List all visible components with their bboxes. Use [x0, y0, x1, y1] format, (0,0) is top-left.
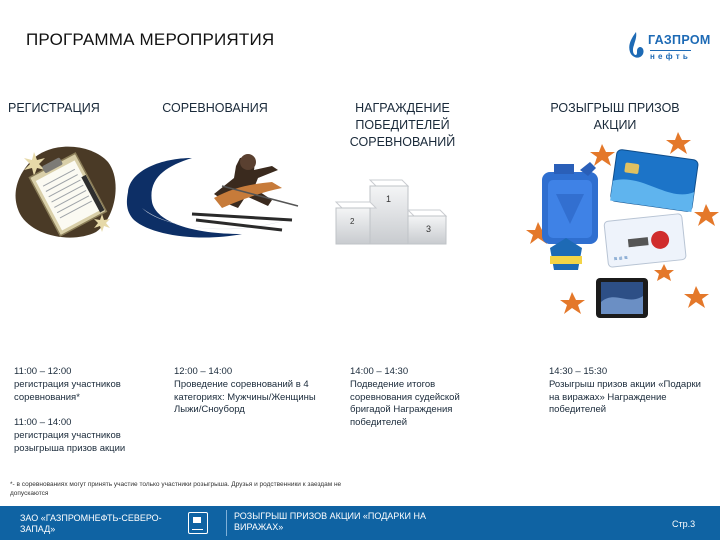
svg-text:≡ ≡ ≡: ≡ ≡ ≡ [613, 255, 629, 263]
heading-competitions: СОРЕВНОВАНИЯ [162, 101, 268, 115]
gift-card-icon [604, 214, 686, 268]
skier-illustration [122, 148, 302, 242]
footer-company: ЗАО «ГАЗПРОМНЕФТЬ-СЕВЕРО-ЗАПАД» [20, 513, 162, 534]
schedule-prize-draw [549, 366, 709, 417]
gazpromneft-logo [626, 30, 712, 66]
logo-subname: нефть [650, 52, 692, 61]
heading-registration: РЕГИСТРАЦИЯ [8, 101, 100, 115]
heading-awards: НАГРАЖДЕНИЕ ПОБЕДИТЕЛЕЙ СОРЕВНОВАНИЙ [349, 101, 456, 149]
schedule-text: Розыгрыш призов акции «Подарки на виражах» Награждение победителей [549, 378, 701, 416]
star-icon [684, 286, 709, 308]
star-icon [666, 132, 691, 154]
star-icon [590, 144, 615, 166]
tablet-icon [596, 278, 648, 318]
schedule-competitions [174, 366, 319, 417]
heading-prize-draw: РОЗЫГРЫШ ПРИЗОВ АКЦИИ [550, 101, 680, 132]
schedule-text: Проведение соревнований в 4 категориях: Мужчины/Женщины Лыжи/Сноуборд [174, 378, 316, 416]
fuel-pump-icon [188, 512, 208, 534]
footer-bar [0, 506, 720, 540]
footnote: *- в соревнованиях могут принять участие только участники розыгрыша. Друзья и родственники к заездам не допускаются [10, 481, 342, 497]
podium-place-1: 1 [386, 194, 392, 204]
schedule-text: Подведение итогов соревнования судейской бригадой Награждения победителей [350, 378, 460, 429]
schedule-awards [350, 366, 500, 430]
bank-card-icon [610, 149, 698, 212]
page-number: Стр.3 [672, 519, 696, 529]
footer-divider [226, 510, 227, 536]
schedule-time: 11:00 – 14:00 [14, 417, 72, 429]
schedule-text: регистрация участников соревнования* [14, 378, 121, 403]
prizes-illustration [520, 130, 720, 320]
podium-illustration [330, 158, 450, 248]
schedule-time: 12:00 – 14:00 [174, 366, 233, 377]
star-icon [654, 264, 674, 281]
podium-place-2: 2 [350, 217, 355, 226]
schedule-time: 14:30 – 15:30 [549, 366, 608, 377]
star-icon [694, 204, 719, 226]
star-icon [560, 292, 585, 314]
footer-promo: РОЗЫГРЫШ ПРИЗОВ АКЦИИ «ПОДАРКИ НА ВИРАЖАХ» [234, 511, 427, 532]
schedule-registration [14, 366, 154, 456]
schedule-time: 11:00 – 12:00 [14, 366, 72, 377]
podium-place-3: 3 [426, 224, 432, 234]
flame-icon [626, 30, 646, 62]
schedule-text: регистрация участников розыгрыша призов акции [14, 430, 126, 454]
logo-name: ГАЗПРОМ [648, 33, 711, 47]
page-title: ПРОГРАММА МЕРОПРИЯТИЯ [26, 30, 275, 49]
canister-icon [542, 162, 598, 244]
schedule-time: 14:00 – 14:30 [350, 366, 409, 377]
registration-clipboard-illustration [12, 140, 122, 240]
